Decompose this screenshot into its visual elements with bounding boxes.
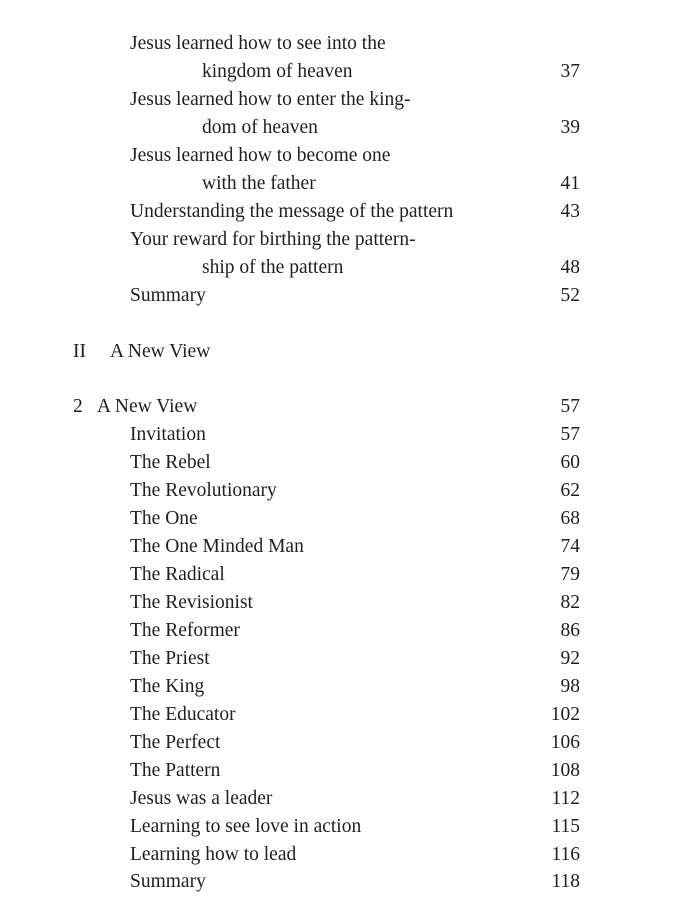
toc-entry-title-continuation: ship of the pattern	[202, 257, 344, 278]
toc-entry-title: The Educator	[130, 704, 236, 725]
toc-page-number: 106	[550, 732, 580, 753]
chapter-title: A New View	[97, 396, 198, 417]
toc-page-number: 86	[560, 620, 580, 641]
toc-page-number: 43	[560, 201, 580, 222]
toc-entry-title: The One Minded Man	[130, 536, 304, 557]
toc-page-number: 116	[551, 844, 580, 865]
toc-page-number: 92	[560, 648, 580, 669]
toc-entry-title: Jesus learned how to become one	[130, 145, 391, 166]
part-numeral: II	[73, 341, 86, 362]
toc-page-number: 74	[560, 536, 580, 557]
chapter-number: 2	[73, 396, 83, 417]
toc-page-number: 52	[560, 285, 580, 306]
toc-page-number: 82	[560, 592, 580, 613]
toc-page-number: 118	[551, 871, 580, 892]
toc-entry-title: The Reformer	[130, 620, 240, 641]
toc-page-number: 68	[560, 508, 580, 529]
toc-entry-title: The One	[130, 508, 198, 529]
toc-entry-title: The Perfect	[130, 732, 221, 753]
toc-page-number: 79	[560, 564, 580, 585]
toc-entry-title: The Priest	[130, 648, 210, 669]
toc-entry-title: The Pattern	[130, 760, 221, 781]
toc-page-number: 102	[550, 704, 580, 725]
toc-page-number: 48	[560, 257, 580, 278]
toc-entry-title: Invitation	[130, 424, 206, 445]
toc-entry-title: The King	[130, 676, 205, 697]
toc-entry-title: The Revisionist	[130, 592, 253, 613]
toc-page-number: 41	[560, 173, 580, 194]
toc-entry-title: Summary	[130, 285, 206, 306]
toc-entry-title: The Revolutionary	[130, 480, 277, 501]
part-title: A New View	[110, 341, 211, 362]
toc-entry-title-continuation: with the father	[202, 173, 316, 194]
toc-entry-title: Your reward for birthing the pattern-	[130, 229, 416, 250]
toc-entry-title: Jesus learned how to enter the king-	[130, 89, 411, 110]
toc-entry-title: Learning how to lead	[130, 844, 297, 865]
toc-entry-title: Jesus learned how to see into the	[130, 33, 386, 54]
toc-page-number: 37	[560, 61, 580, 82]
toc-page-number: 60	[560, 452, 580, 473]
toc-page-number: 57	[560, 424, 580, 445]
toc-entry-title: Jesus was a leader	[130, 788, 273, 809]
toc-entry-title: Summary	[130, 871, 206, 892]
toc-page-number: 62	[560, 480, 580, 501]
toc-page-number: 112	[551, 788, 580, 809]
toc-entry-title-continuation: kingdom of heaven	[202, 61, 353, 82]
toc-entry-title: The Rebel	[130, 452, 211, 473]
toc-page-number: 108	[550, 760, 580, 781]
toc-entry-title: Understanding the message of the pattern	[130, 201, 454, 222]
toc-page-number: 39	[560, 117, 580, 138]
toc-entry-title-continuation: dom of heaven	[202, 117, 318, 138]
toc-page-number: 98	[560, 676, 580, 697]
toc-page-number: 115	[551, 816, 580, 837]
toc-entry-title: Learning to see love in action	[130, 816, 362, 837]
toc-entry-title: The Radical	[130, 564, 225, 585]
toc-page-number: 57	[560, 396, 580, 417]
